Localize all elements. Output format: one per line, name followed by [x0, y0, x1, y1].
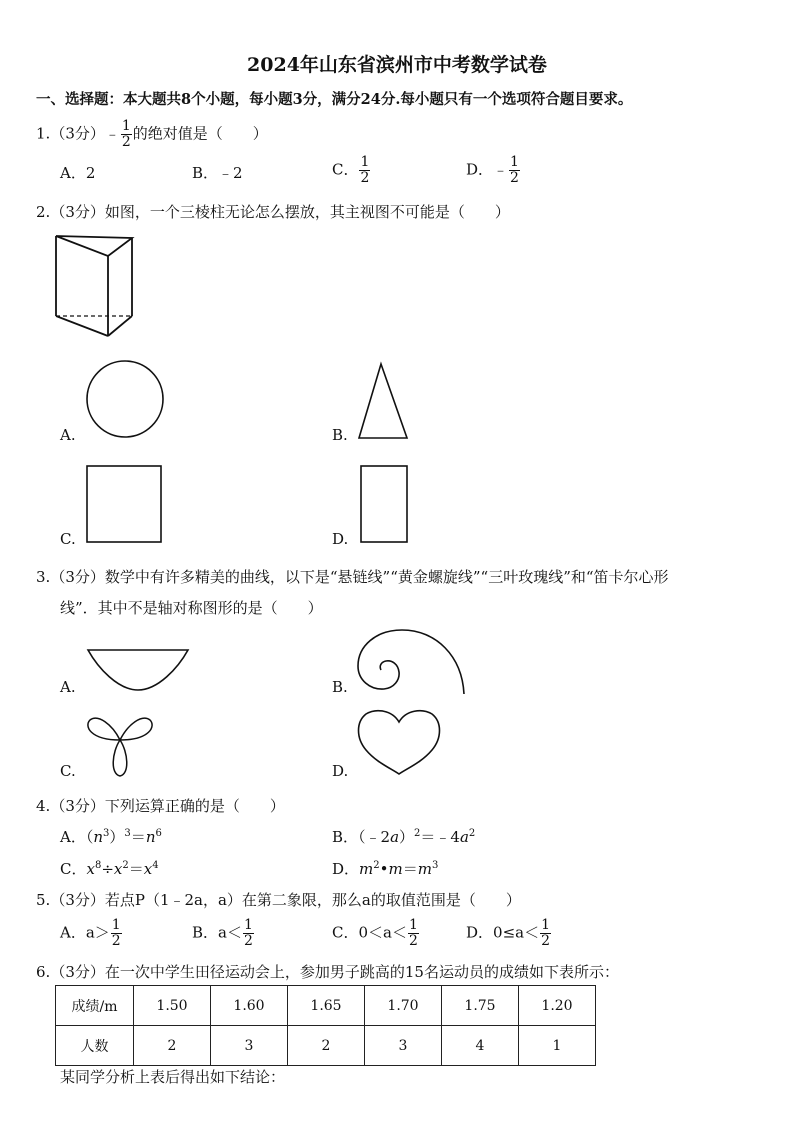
- q1-number: 1.: [36, 124, 51, 143]
- q5-option-d[interactable]: [466, 918, 552, 949]
- q5-b-label: B．: [192, 923, 219, 942]
- q5-b-den: 2: [243, 933, 253, 949]
- q4-a-label: A．: [60, 828, 86, 846]
- q1-fraction: [121, 119, 132, 150]
- q1-d-neg: ﹣: [493, 160, 509, 179]
- table-cell: 3: [365, 1026, 442, 1066]
- question-6: [36, 961, 619, 982]
- three-leaf-rose-icon[interactable]: [84, 712, 156, 778]
- q5-text: 若点P（1﹣2a，a）在第二象限，那么a的取值范围是（ ）: [104, 891, 521, 909]
- q1-text: 的绝对值是（ ）: [132, 124, 268, 143]
- q1-frac-num: 1: [121, 118, 131, 134]
- q1-d-label: D．: [466, 160, 494, 179]
- q1-a-value: 2: [85, 164, 96, 182]
- q5-d-num: 1: [541, 917, 551, 933]
- q1-option-b[interactable]: [192, 162, 243, 183]
- q3-option-c-label[interactable]: C.: [60, 762, 76, 780]
- q5-c-label: C．: [332, 923, 359, 942]
- q5-b-expr: a＜: [218, 923, 242, 942]
- q1-a-label: A．: [60, 164, 86, 182]
- q4-c-label: C．: [60, 860, 87, 878]
- q2-text: 如图，一个三棱柱无论怎么摆放，其主视图不可能是（ ）: [104, 203, 510, 221]
- q2-option-b-label[interactable]: B.: [332, 426, 348, 444]
- q1-score: （3分）: [50, 124, 105, 143]
- table-cell: 1.50: [134, 986, 211, 1026]
- q4-number: 4.: [36, 797, 51, 815]
- table-row: [56, 986, 596, 1026]
- question-5: [36, 889, 521, 910]
- q1-b-value: ﹣2: [218, 164, 243, 182]
- q4-option-a[interactable]: A．$(n^3)^3=n^6$: [60, 828, 162, 846]
- q1-c-num: 1: [360, 154, 370, 170]
- q4-text: 下列运算正确的是（ ）: [104, 797, 285, 815]
- question-3-line2: 线”．其中不是轴对称图形的是（ ）: [60, 599, 323, 617]
- circle-icon[interactable]: [86, 361, 166, 441]
- rectangle-icon[interactable]: [360, 465, 408, 543]
- q5-a-num: 1: [111, 917, 121, 933]
- q5-c-expr: 0＜a＜: [358, 923, 407, 942]
- question-1: [36, 119, 268, 150]
- q5-number: 5.: [36, 891, 51, 909]
- q5-a-expr: a＞: [85, 923, 110, 942]
- q1-c-fraction: [359, 155, 370, 186]
- square-icon[interactable]: [86, 465, 162, 543]
- q5-d-expr: 0≤a＜: [493, 923, 540, 942]
- table-cell: 1.20: [519, 986, 596, 1026]
- table-cell: 1.65: [288, 986, 365, 1026]
- question-3-line1: [36, 566, 669, 587]
- q2-number: 2.: [36, 203, 51, 221]
- q4-option-c[interactable]: C．$x^8\div x^2=x^4$: [60, 860, 159, 878]
- table-cell: 1: [519, 1026, 596, 1066]
- table-cell: 3: [211, 1026, 288, 1066]
- section-heading: 一、选择题：本大题共8个小题，每小题3分，满分24分.每小题只有一个选项符合题目要求。: [36, 91, 633, 108]
- q3-option-b-label[interactable]: B.: [332, 678, 348, 696]
- triangular-prism-figure: [52, 232, 142, 344]
- q4-score: （3分）: [50, 797, 105, 815]
- q1-d-fraction: [509, 155, 520, 186]
- q4-d-label: D．: [332, 860, 360, 878]
- table-row: [56, 1026, 596, 1066]
- q5-a-fraction: [111, 918, 122, 949]
- q5-option-a[interactable]: [60, 918, 123, 949]
- q1-option-a[interactable]: [60, 162, 95, 183]
- q3-number: 3.: [36, 568, 51, 586]
- q2-score: （3分）: [50, 203, 105, 221]
- q4-option-d[interactable]: D．$m^2•m=m^3$: [332, 860, 439, 878]
- q5-b-fraction: [243, 918, 254, 949]
- question-4: [36, 795, 285, 816]
- q1-option-c[interactable]: [332, 155, 371, 186]
- q5-a-den: 2: [111, 933, 121, 949]
- q1-neg: ﹣: [104, 124, 120, 143]
- q5-option-b[interactable]: [192, 918, 255, 949]
- q1-b-label: B．: [192, 164, 219, 182]
- q5-c-num: 1: [408, 917, 418, 933]
- q3-option-a-label[interactable]: A.: [60, 678, 76, 696]
- q5-option-c[interactable]: [332, 918, 420, 949]
- table-cell: 1.60: [211, 986, 288, 1026]
- triangle-icon[interactable]: [357, 362, 409, 440]
- q5-c-den: 2: [408, 933, 418, 949]
- q2-option-c-label[interactable]: C.: [60, 530, 76, 548]
- q4-b-label: B．: [332, 828, 359, 846]
- q5-d-fraction: [540, 918, 551, 949]
- table-cell: 2: [134, 1026, 211, 1066]
- q6-after-text: 某同学分析上表后得出如下结论：: [60, 1068, 286, 1086]
- q2-option-a-label[interactable]: A.: [60, 426, 76, 444]
- q1-c-label: C．: [332, 160, 359, 179]
- table-cell: 4: [442, 1026, 519, 1066]
- q4-option-b[interactable]: B．$(﹣2a)^2=﹣4a^2$: [332, 828, 476, 846]
- q1-option-d[interactable]: [466, 155, 521, 186]
- q2-option-d-label[interactable]: D.: [332, 530, 349, 548]
- q6-text: 在一次中学生田径运动会上，参加男子跳高的15名运动员的成绩如下表所示：: [104, 963, 619, 981]
- question-2: [36, 201, 510, 222]
- scores-table: [55, 985, 596, 1066]
- q1-d-num: 1: [510, 154, 519, 170]
- q6-number: 6.: [36, 963, 51, 981]
- q5-score: （3分）: [50, 891, 105, 909]
- cardioid-heart-icon[interactable]: [356, 708, 442, 778]
- q5-b-num: 1: [243, 917, 253, 933]
- q5-d-den: 2: [541, 933, 551, 949]
- golden-spiral-icon[interactable]: [354, 626, 466, 696]
- q1-d-den: 2: [510, 170, 519, 186]
- table-header-cell: 成绩/m: [56, 986, 134, 1026]
- table-header-cell: 人数: [56, 1026, 134, 1066]
- q1-c-den: 2: [360, 170, 370, 186]
- q5-a-label: A．: [60, 923, 86, 942]
- q6-score: （3分）: [50, 963, 105, 981]
- q5-c-fraction: [408, 918, 419, 949]
- q1-frac-den: 2: [121, 134, 131, 150]
- q3-option-d-label[interactable]: D.: [332, 762, 349, 780]
- catenary-icon[interactable]: [86, 648, 190, 694]
- page-title: 2024年山东省滨州市中考数学试卷: [247, 54, 547, 76]
- table-cell: 1.75: [442, 986, 519, 1026]
- q3-text-line1: 数学中有许多精美的曲线，以下是“悬链线”“黄金螺旋线”“三叶玫瑰线”和“笛卡尔心形: [104, 568, 669, 586]
- table-cell: 2: [288, 1026, 365, 1066]
- table-cell: 1.70: [365, 986, 442, 1026]
- q3-score: （3分）: [50, 568, 105, 586]
- q5-d-label: D．: [466, 923, 494, 942]
